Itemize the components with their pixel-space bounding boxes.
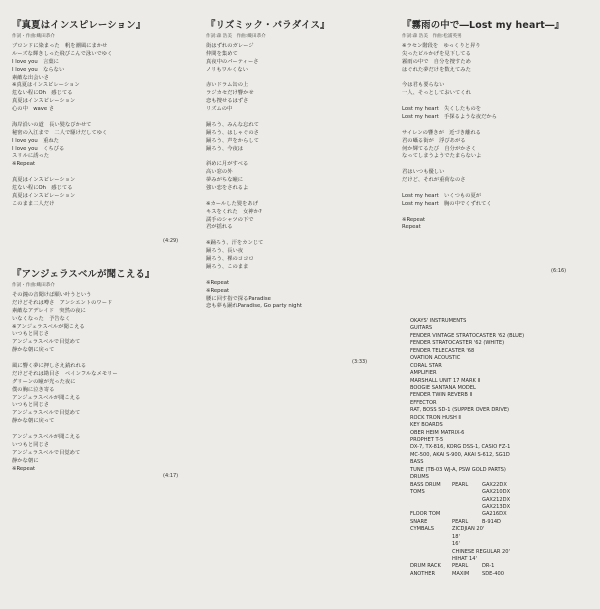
lyric-line bbox=[402, 185, 592, 193]
instrument-cell: FENDER TWIN REVERB Ⅱ bbox=[410, 392, 472, 399]
lyric-line: 何か輝てるたび 自分がかさく bbox=[402, 145, 477, 152]
song-block-1 bbox=[12, 17, 187, 209]
lyric-line: ※真夏はインスピレーション bbox=[12, 82, 80, 89]
instrument-cell: SDE-400 bbox=[482, 570, 504, 577]
instrument-row bbox=[410, 444, 595, 451]
lyric-line: ※Repeat bbox=[12, 161, 36, 168]
song-block-2 bbox=[206, 17, 386, 311]
instrument-row bbox=[410, 430, 595, 437]
lyric-line: Lost my heart いくつもの夏が bbox=[402, 192, 482, 199]
instrument-cell: DR-1 bbox=[482, 563, 495, 570]
instrument-row bbox=[410, 378, 595, 385]
instrument-row bbox=[410, 526, 595, 533]
song-title: 『アンジェラスベルが聞こえる』 bbox=[12, 269, 155, 280]
instrument-row bbox=[410, 333, 595, 340]
instrument-cell: GAX210DX bbox=[482, 489, 511, 496]
instrument-cell: RAT, BOSS SD-1 (SUPPER OVER DRIVE) bbox=[410, 407, 510, 414]
lyric-line bbox=[402, 98, 592, 106]
instrument-cell: DRUMS bbox=[410, 474, 429, 481]
instrument-cell: GUITARS bbox=[410, 325, 433, 332]
lyric-line: Lost my heart 胸の中でくずれてく bbox=[402, 200, 492, 207]
lyric-line: 真夜中のパーティーさ bbox=[206, 58, 259, 65]
lyric-line: 今は君も要らない bbox=[402, 82, 445, 89]
lyric-line: いつもと同じさ bbox=[12, 441, 50, 448]
lyric-line: 尖ったピルかげを見下してる bbox=[402, 50, 471, 57]
song-block-4 bbox=[12, 266, 192, 473]
instrument-row bbox=[410, 363, 595, 370]
instrument-list bbox=[410, 318, 595, 578]
lyric-line: 真夏はインスピレーション bbox=[12, 98, 76, 105]
instrument-cell: FENDER VINTAGE STRATOCASTER '62 (BLUE) bbox=[410, 332, 525, 339]
instrument-cell: ANOTHER bbox=[410, 570, 436, 577]
instrument-cell: PEARL bbox=[452, 563, 469, 570]
lyric-line: このまま二人だけ bbox=[12, 200, 55, 207]
lyric-line: Lost my heart 手探るような夜だから bbox=[402, 114, 497, 121]
lyric-line: サイレンの響きが 近づき離れる bbox=[402, 129, 481, 136]
lyric-line bbox=[402, 209, 592, 217]
lyric-line: 僕の胸に泣き寄る bbox=[12, 386, 55, 393]
lyric-line: 街はずれのガレージ bbox=[206, 43, 254, 49]
instrument-cell: GAX212DX bbox=[482, 496, 511, 503]
lyric-line: ルーズな輝きしった飛びこんで泳いでゆく bbox=[12, 50, 113, 57]
instrument-row bbox=[410, 534, 595, 541]
song-lyrics bbox=[12, 292, 192, 473]
lyric-line: 恋も夢も踊れParadise, Go party night bbox=[206, 303, 302, 310]
lyric-line: 仲間を集めて bbox=[206, 50, 238, 57]
instrument-row bbox=[410, 467, 595, 474]
instrument-row bbox=[410, 549, 595, 556]
instrument-cell: 16' bbox=[452, 541, 460, 548]
instrument-cell: KEY BOARDS bbox=[410, 422, 443, 429]
instrument-row bbox=[410, 340, 595, 347]
lyric-line: 踊ろう、このまま bbox=[206, 263, 249, 270]
instrument-row bbox=[410, 556, 595, 563]
instrument-row bbox=[410, 392, 595, 399]
song-credit: 作詞・作曲:織田恭介 bbox=[12, 283, 55, 288]
instrument-cell: B-914D bbox=[482, 518, 501, 525]
song-lyrics bbox=[12, 43, 187, 209]
lyric-line bbox=[12, 355, 192, 363]
instrument-cell: TUNE (TB-03 WJ-A, PSW GOLD PARTS) bbox=[410, 466, 506, 473]
lyric-line: 心の中 wave さ bbox=[12, 106, 55, 113]
instrument-row bbox=[410, 348, 595, 355]
lyric-line: 危ない程にOh 感じてる bbox=[12, 90, 73, 97]
instrument-row bbox=[410, 385, 595, 392]
lyric-line: 強い恋をされるよ bbox=[206, 185, 249, 192]
instrument-cell: PROPHET T-5 bbox=[410, 437, 444, 443]
lyric-line: ※カールした髪をあげ bbox=[206, 200, 259, 207]
lyric-line: ラジカセだけ響かせ bbox=[206, 90, 254, 97]
lyric-line: 踊ろう、みんな忘れて bbox=[206, 121, 259, 128]
lyric-line: 踊ろう、はしゃぐのさ bbox=[206, 129, 259, 136]
lyric-line: 夢みがちな瞳に bbox=[206, 177, 244, 184]
instrument-row bbox=[410, 571, 595, 578]
instrument-cell: FLOOR TOM bbox=[410, 511, 441, 518]
instrument-cell: TOMS bbox=[410, 489, 425, 496]
lyric-line bbox=[12, 114, 187, 122]
instrument-row bbox=[410, 422, 595, 429]
lyric-line: だけど、それが重荷なのさ bbox=[402, 177, 466, 184]
lyric-line bbox=[12, 426, 192, 434]
lyric-line: I love you 言葉に bbox=[12, 58, 59, 65]
instrument-cell: BASS DRUM bbox=[410, 481, 441, 488]
lyric-line: 真夏はインスピレーション bbox=[12, 192, 76, 199]
instrument-heading: OKAYS' INSTRUMENTS bbox=[410, 318, 467, 324]
instrument-row bbox=[410, 541, 595, 548]
song-lyrics bbox=[206, 43, 386, 311]
instrument-cell: ZICDJIAN 20' bbox=[452, 526, 485, 533]
instrument-cell: FENDER STRATOCASTER '62 (WHITE) bbox=[410, 340, 505, 347]
instrument-cell: GAX213DX bbox=[482, 503, 511, 510]
lyric-line: 静かな朝に戻って bbox=[12, 347, 55, 354]
instrument-cell: GA216DX bbox=[482, 511, 507, 518]
lyric-line: 霧雨の中で 自分を捜すため bbox=[402, 58, 471, 65]
lyric-line: いつもと同じさ bbox=[12, 331, 50, 338]
instrument-cell: HIHAT 14' bbox=[452, 556, 477, 562]
instrument-cell: PEARL bbox=[452, 481, 469, 488]
lyric-line: いなくなった 予告なく bbox=[12, 315, 71, 322]
instrument-row bbox=[410, 370, 595, 377]
song-title: 『霧雨の中で―Lost my heart―』 bbox=[402, 20, 565, 31]
instrument-cell: OBER HEIM MATRIX-6 bbox=[410, 429, 465, 436]
lyric-line: Lost my heart 失くしたものを bbox=[402, 106, 482, 113]
lyric-line bbox=[206, 193, 386, 201]
song-block-3 bbox=[402, 17, 592, 232]
lyric-line: 君が揺れる bbox=[206, 224, 233, 231]
lyric-line: 真夏はインスピレーション bbox=[12, 177, 76, 184]
lyric-line: アンジェラスベルで目覚めて bbox=[12, 339, 81, 346]
song-duration: (4:29) bbox=[163, 238, 179, 244]
lyric-line: いつもと同じさ bbox=[12, 402, 50, 409]
lyric-line: アンジェラスベルで目覚めて bbox=[12, 449, 81, 456]
instrument-row bbox=[410, 355, 595, 362]
lyric-line: 斜めに月がすべる bbox=[206, 161, 249, 168]
instrument-cell: GAX22DX bbox=[482, 481, 507, 488]
lyric-line: 腰に回す指で探るParadise bbox=[206, 295, 271, 302]
instrument-cell: CORAL STAR bbox=[410, 362, 442, 369]
lyric-line: アンジェラスベルが聞こえる bbox=[12, 434, 81, 441]
instrument-row bbox=[410, 474, 595, 481]
lyric-line: 素敵なアデレイド 突然の夜に bbox=[12, 307, 86, 314]
lyric-line: ノリもワルくない bbox=[206, 66, 249, 73]
instrument-row bbox=[410, 400, 595, 407]
lyric-line: 踊ろう、今夜は bbox=[206, 145, 244, 152]
lyric-line: ※アンジェラスベルが聞こえる bbox=[12, 323, 85, 330]
lyric-line: 君はいつも優しい bbox=[402, 169, 445, 176]
instrument-row bbox=[410, 504, 595, 511]
lyric-line: 赤いドラム缶の上 bbox=[206, 82, 249, 89]
lyric-line: ※Repeat bbox=[12, 465, 36, 472]
instrument-cell: CHINESE REGULAR 20' bbox=[452, 548, 510, 555]
lyric-line: だけどそれは勘目さ ペインフルなメモリー bbox=[12, 370, 118, 377]
instrument-cell: AMPLIFIER bbox=[410, 370, 437, 377]
instrument-row bbox=[410, 407, 595, 414]
instrument-row bbox=[410, 459, 595, 466]
lyric-line: 素敵な出会いさ bbox=[12, 74, 50, 81]
lyric-line: Repeat bbox=[402, 224, 421, 231]
lyric-line: 風に響く夢に押しさえ錆れれる bbox=[12, 363, 87, 370]
instrument-row bbox=[410, 563, 595, 570]
lyric-line: グリーンの瞳が光った夜に bbox=[12, 378, 76, 385]
lyric-line: スリルに誘った bbox=[12, 153, 50, 160]
lyric-line: ブロンドに染まった 帆を潮風にまかせ bbox=[12, 43, 108, 49]
lyric-line: アンジェラスベルで目覚めて bbox=[12, 410, 81, 417]
song-credit: 作詞:森 浩美 作曲:松浦英男 bbox=[402, 34, 462, 39]
instrument-row bbox=[410, 497, 595, 504]
lyric-line: ※ラセン階段を ゆっくりと昇り bbox=[402, 43, 481, 49]
lyric-line: ※Repeat bbox=[206, 287, 230, 294]
lyric-line: 静かな朝に bbox=[12, 457, 39, 464]
lyric-line: 踊ろう、裸のココロ bbox=[206, 256, 254, 263]
lyric-line: I love you ならない bbox=[12, 66, 65, 73]
instrument-row bbox=[410, 452, 595, 459]
instrument-row bbox=[410, 519, 595, 526]
lyric-line: 踊ろう、声をからして bbox=[206, 137, 259, 144]
instrument-cell: CYMBALS bbox=[410, 526, 435, 533]
lyric-line: 恋も捜せるはずさ bbox=[206, 98, 249, 105]
song-title: 『リズミック・パラダイス』 bbox=[206, 20, 330, 31]
instrument-cell: DRUM RACK bbox=[410, 563, 441, 570]
song-duration: (6:16) bbox=[551, 268, 567, 274]
lyric-line: 君の囁る街が 浮びあがる bbox=[402, 137, 466, 144]
lyric-line: 一人、そっとしておいてくれ bbox=[402, 90, 471, 97]
lyric-line: 静かな朝に戻って bbox=[12, 418, 55, 425]
instrument-row bbox=[410, 437, 595, 444]
lyric-line: 海岸沿いの道 長い髪なびかせて bbox=[12, 121, 92, 128]
instrument-row bbox=[410, 482, 595, 489]
instrument-cell: OVATION ACOUSTIC bbox=[410, 355, 461, 362]
instrument-cell: ROCK TRON HUSH Ⅱ bbox=[410, 414, 461, 421]
instrument-cell: MAXIM bbox=[452, 570, 470, 577]
song-title: 『真夏はインスピレーション』 bbox=[12, 20, 146, 31]
instrument-row bbox=[410, 325, 595, 332]
instrument-cell: 18' bbox=[452, 533, 460, 540]
lyric-line: キスをくれた 女神か? bbox=[206, 208, 262, 215]
instrument-row bbox=[410, 511, 595, 518]
instrument-cell: SNARE bbox=[410, 518, 428, 525]
lyric-line: ※Repeat bbox=[206, 279, 230, 286]
instrument-row bbox=[410, 415, 595, 422]
instrument-cell: MARSHALL UNIT 17 MARK Ⅱ bbox=[410, 377, 481, 384]
lyric-line: だけどそれは噂さ アンシエントのワード bbox=[12, 299, 113, 306]
lyric-line: 危ない程にOh 感じてる bbox=[12, 185, 73, 192]
lyric-line: 高い窓の外 bbox=[206, 169, 233, 176]
song-credit: 作詞・作曲:織田恭介 bbox=[12, 34, 55, 39]
instrument-cell: DX-7, TX-816, KORG DSS-1, CASIO FZ-1 bbox=[410, 444, 511, 451]
lyric-line: アンジェラスベルが聞こえる bbox=[12, 394, 81, 401]
song-duration: (4:17) bbox=[163, 473, 179, 479]
lyric-line: I love you 重ねた bbox=[12, 137, 59, 144]
lyric-line: 秘密の入江まで 二人で駆けだしてゆく bbox=[12, 129, 108, 136]
instrument-lines bbox=[410, 325, 595, 578]
lyric-line: 踊ろう、長い夜 bbox=[206, 248, 244, 255]
song-credit: 作詞:森 浩美 作曲:織田恭介 bbox=[206, 34, 266, 39]
song-duration: (3:33) bbox=[352, 359, 368, 365]
lyric-line: ※Repeat bbox=[402, 216, 426, 223]
lyric-line bbox=[12, 169, 187, 177]
lyric-line: ※踊ろう、汗をカンじて bbox=[206, 240, 264, 247]
lyric-line bbox=[402, 122, 592, 130]
lyric-line: はぐれた夢だけを数えてみた bbox=[402, 66, 471, 73]
instrument-cell: EFFECTOR bbox=[410, 399, 437, 406]
instrument-cell: MC-500, AKAI S-900, AKAI S-612, SG1D bbox=[410, 451, 510, 458]
instrument-cell: BASS bbox=[410, 459, 424, 466]
lyric-line: 濡手のシャツの下で bbox=[206, 216, 254, 223]
lyric-line: I love you くちびる bbox=[12, 145, 65, 152]
lyric-line: リズムの中 bbox=[206, 106, 233, 113]
instrument-cell: PEARL bbox=[452, 518, 469, 525]
lyric-line bbox=[206, 272, 386, 280]
lyric-line: なってしまうようでたまらないよ bbox=[402, 153, 482, 160]
lyric-line bbox=[206, 114, 386, 122]
instrument-cell: BOOGIE SANTANA MODEL bbox=[410, 384, 476, 391]
instrument-row bbox=[410, 489, 595, 496]
song-lyrics bbox=[402, 43, 592, 232]
instrument-cell: FENDER TELECASTER '68 bbox=[410, 347, 475, 354]
lyric-line: その鐘の音聞けば願い叶うという bbox=[12, 292, 92, 298]
